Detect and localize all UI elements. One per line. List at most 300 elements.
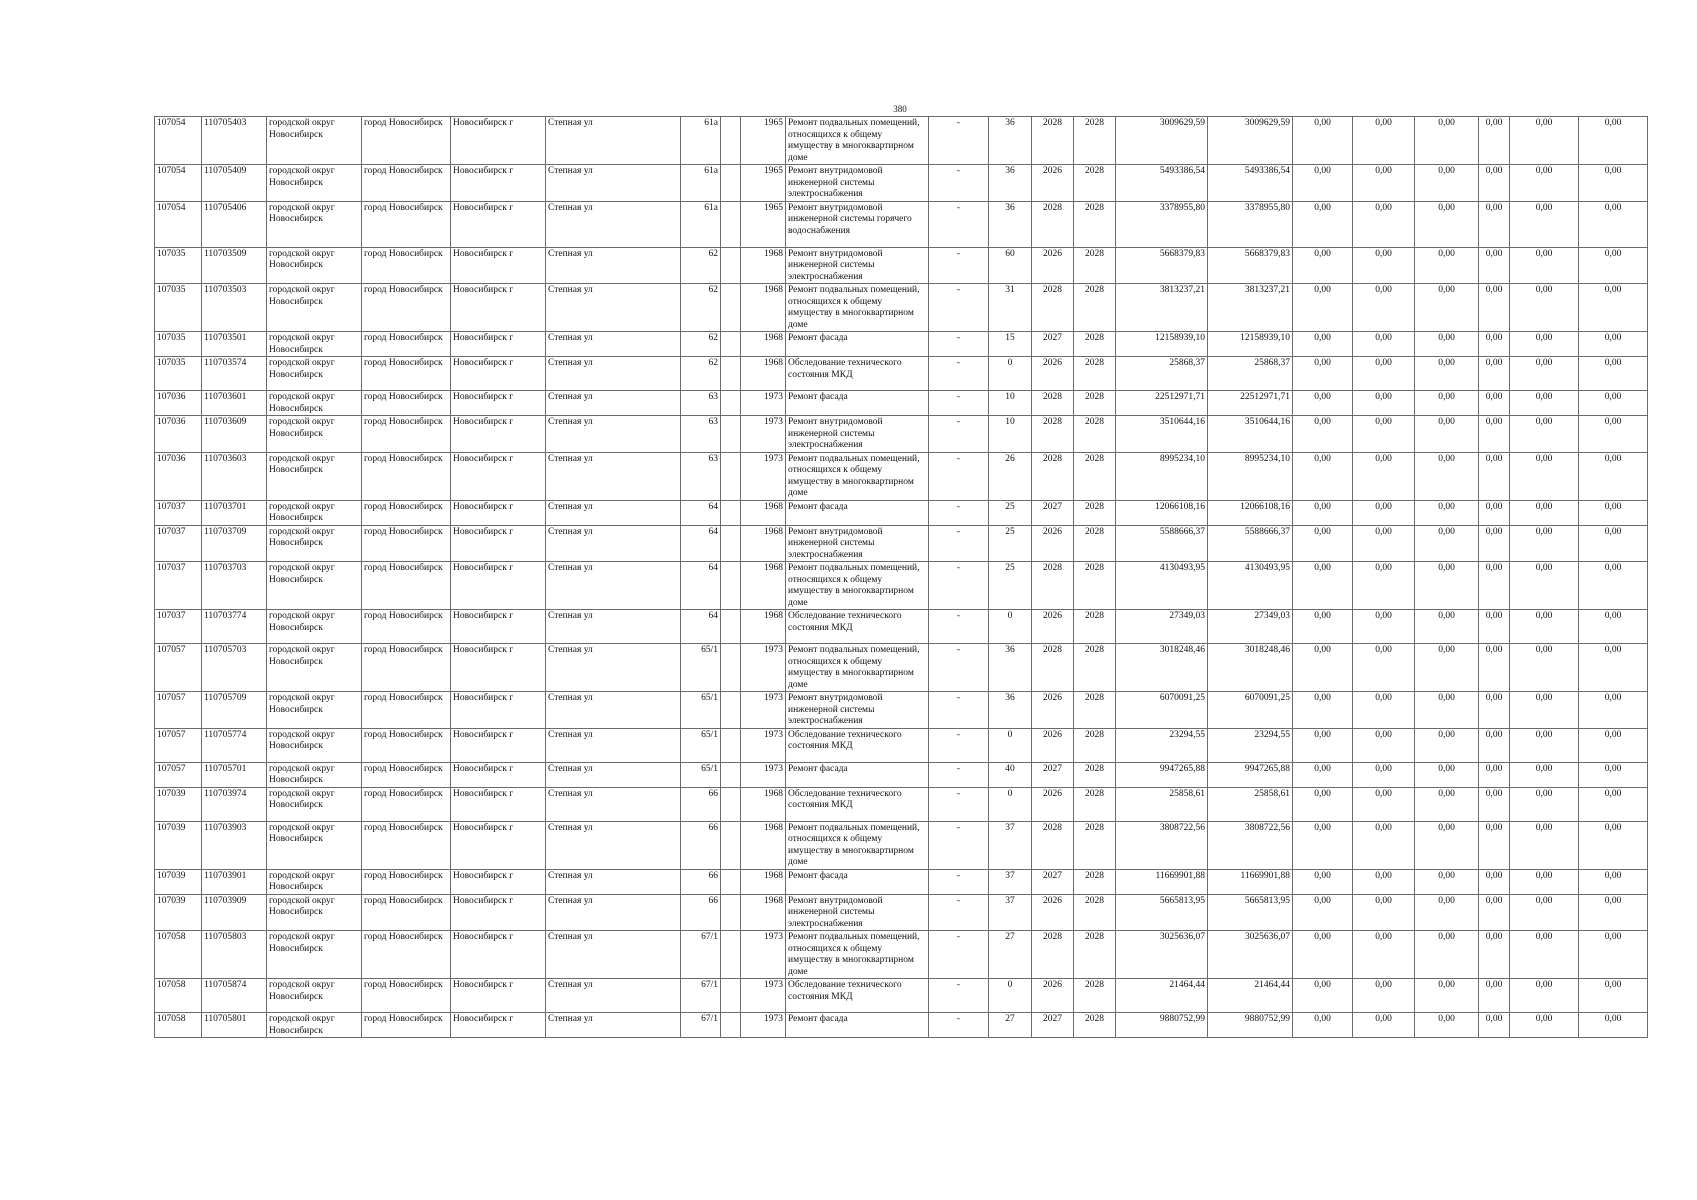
- col-street: Степная ул: [546, 762, 681, 787]
- col-total-cost: 3378955,80: [1116, 201, 1208, 247]
- repair-register-table: [154, 116, 1648, 1038]
- col-regional: 0,00: [1353, 500, 1415, 525]
- col-local: 0,00: [1415, 762, 1479, 787]
- col-other: 0,00: [1479, 525, 1510, 562]
- col-building: [721, 894, 741, 931]
- col-owners: 0,00: [1510, 525, 1579, 562]
- col-district: городской округ Новосибирск: [267, 416, 362, 453]
- col-build-year: 1973: [741, 979, 786, 1013]
- col-build-year: 1968: [741, 500, 786, 525]
- col-work-type: Ремонт подвальных помещений, относящихся к общему имуществу в многоквартирном доме: [786, 562, 929, 610]
- col-city-municipality: город Новосибирск: [362, 562, 451, 610]
- col-dash: -: [929, 500, 989, 525]
- col-total-cost: 6070091,25: [1116, 692, 1208, 729]
- col-extra: 0,00: [1579, 165, 1648, 202]
- col-year-start: 2027: [1032, 1013, 1074, 1038]
- col-settlement: Новосибирск г: [451, 762, 546, 787]
- col-year-end: 2028: [1074, 762, 1116, 787]
- col-fund-cost: 3025636,07: [1208, 931, 1293, 979]
- col-city-municipality: город Новосибирск: [362, 452, 451, 500]
- col-local: 0,00: [1415, 692, 1479, 729]
- col-dash: -: [929, 692, 989, 729]
- col-federal: 0,00: [1293, 165, 1353, 202]
- col-street: Степная ул: [546, 894, 681, 931]
- col-district: городской округ Новосибирск: [267, 562, 362, 610]
- col-dash: -: [929, 894, 989, 931]
- col-wear: 25: [989, 562, 1032, 610]
- col-total-cost: 5665813,95: [1116, 894, 1208, 931]
- col-work-code: 110705774: [202, 728, 267, 762]
- col-other: 0,00: [1479, 500, 1510, 525]
- col-extra: 0,00: [1579, 117, 1648, 165]
- col-regional: 0,00: [1353, 821, 1415, 869]
- col-wear: 36: [989, 165, 1032, 202]
- col-extra: 0,00: [1579, 357, 1648, 391]
- col-total-cost: 5588666,37: [1116, 525, 1208, 562]
- col-object-id: 107039: [155, 821, 202, 869]
- col-wear: 40: [989, 762, 1032, 787]
- col-settlement: Новосибирск г: [451, 562, 546, 610]
- table-row: [155, 728, 1648, 762]
- col-build-year: 1973: [741, 931, 786, 979]
- col-regional: 0,00: [1353, 931, 1415, 979]
- col-extra: 0,00: [1579, 284, 1648, 332]
- col-dash: -: [929, 562, 989, 610]
- col-fund-cost: 5668379,83: [1208, 247, 1293, 284]
- col-other: 0,00: [1479, 644, 1510, 692]
- col-owners: 0,00: [1510, 391, 1579, 416]
- col-dash: -: [929, 728, 989, 762]
- col-street: Степная ул: [546, 979, 681, 1013]
- col-regional: 0,00: [1353, 391, 1415, 416]
- col-city-municipality: город Новосибирск: [362, 201, 451, 247]
- col-total-cost: 12066108,16: [1116, 500, 1208, 525]
- col-fund-cost: 5588666,37: [1208, 525, 1293, 562]
- col-other: 0,00: [1479, 931, 1510, 979]
- col-house: 62: [681, 357, 721, 391]
- col-object-id: 107035: [155, 332, 202, 357]
- col-house: 64: [681, 610, 721, 644]
- col-owners: 0,00: [1510, 821, 1579, 869]
- col-street: Степная ул: [546, 357, 681, 391]
- col-work-type: Ремонт внутридомовой инженерной системы горячего водоснабжения: [786, 201, 929, 247]
- col-dash: -: [929, 525, 989, 562]
- col-wear: 36: [989, 644, 1032, 692]
- col-dash: -: [929, 357, 989, 391]
- col-city-municipality: город Новосибирск: [362, 931, 451, 979]
- col-object-id: 107036: [155, 416, 202, 453]
- col-regional: 0,00: [1353, 165, 1415, 202]
- col-work-type: Обследование технического состояния МКД: [786, 787, 929, 821]
- col-work-code: 110703909: [202, 894, 267, 931]
- col-city-municipality: город Новосибирск: [362, 117, 451, 165]
- col-work-type: Ремонт подвальных помещений, относящихся к общему имуществу в многоквартирном доме: [786, 452, 929, 500]
- col-street: Степная ул: [546, 931, 681, 979]
- col-dash: -: [929, 869, 989, 894]
- col-owners: 0,00: [1510, 165, 1579, 202]
- col-federal: 0,00: [1293, 562, 1353, 610]
- table-row: [155, 247, 1648, 284]
- col-local: 0,00: [1415, 821, 1479, 869]
- col-local: 0,00: [1415, 562, 1479, 610]
- col-local: 0,00: [1415, 416, 1479, 453]
- col-year-start: 2028: [1032, 117, 1074, 165]
- col-city-municipality: город Новосибирск: [362, 284, 451, 332]
- col-work-code: 110703774: [202, 610, 267, 644]
- col-object-id: 107035: [155, 357, 202, 391]
- col-building: [721, 692, 741, 729]
- col-other: 0,00: [1479, 247, 1510, 284]
- col-regional: 0,00: [1353, 1013, 1415, 1038]
- col-year-end: 2028: [1074, 931, 1116, 979]
- col-wear: 0: [989, 787, 1032, 821]
- col-federal: 0,00: [1293, 391, 1353, 416]
- col-work-type: Обследование технического состояния МКД: [786, 728, 929, 762]
- col-house: 62: [681, 284, 721, 332]
- col-house: 64: [681, 500, 721, 525]
- col-fund-cost: 12158939,10: [1208, 332, 1293, 357]
- col-extra: 0,00: [1579, 979, 1648, 1013]
- col-federal: 0,00: [1293, 692, 1353, 729]
- col-work-code: 110705406: [202, 201, 267, 247]
- col-year-end: 2028: [1074, 894, 1116, 931]
- table-row: [155, 500, 1648, 525]
- col-total-cost: 9947265,88: [1116, 762, 1208, 787]
- col-owners: 0,00: [1510, 562, 1579, 610]
- col-year-end: 2028: [1074, 610, 1116, 644]
- col-build-year: 1973: [741, 644, 786, 692]
- col-object-id: 107057: [155, 692, 202, 729]
- col-local: 0,00: [1415, 894, 1479, 931]
- col-other: 0,00: [1479, 979, 1510, 1013]
- table-row: [155, 452, 1648, 500]
- col-dash: -: [929, 762, 989, 787]
- col-settlement: Новосибирск г: [451, 1013, 546, 1038]
- col-build-year: 1973: [741, 452, 786, 500]
- col-street: Степная ул: [546, 728, 681, 762]
- col-object-id: 107058: [155, 979, 202, 1013]
- col-house: 66: [681, 821, 721, 869]
- col-extra: 0,00: [1579, 525, 1648, 562]
- page-number: 380: [893, 104, 907, 114]
- table-row: [155, 869, 1648, 894]
- col-build-year: 1968: [741, 562, 786, 610]
- col-work-type: Ремонт внутридомовой инженерной системы электроснабжения: [786, 416, 929, 453]
- col-fund-cost: 3378955,80: [1208, 201, 1293, 247]
- col-local: 0,00: [1415, 787, 1479, 821]
- col-year-start: 2026: [1032, 247, 1074, 284]
- col-year-end: 2028: [1074, 787, 1116, 821]
- col-year-start: 2026: [1032, 894, 1074, 931]
- col-dash: -: [929, 416, 989, 453]
- col-other: 0,00: [1479, 728, 1510, 762]
- col-street: Степная ул: [546, 416, 681, 453]
- col-settlement: Новосибирск г: [451, 201, 546, 247]
- col-federal: 0,00: [1293, 728, 1353, 762]
- col-year-end: 2028: [1074, 332, 1116, 357]
- col-work-type: Ремонт фасада: [786, 1013, 929, 1038]
- col-work-code: 110703701: [202, 500, 267, 525]
- col-city-municipality: город Новосибирск: [362, 644, 451, 692]
- col-dash: -: [929, 452, 989, 500]
- col-work-code: 110703574: [202, 357, 267, 391]
- table-row: [155, 357, 1648, 391]
- col-extra: 0,00: [1579, 728, 1648, 762]
- col-local: 0,00: [1415, 357, 1479, 391]
- col-city-municipality: город Новосибирск: [362, 894, 451, 931]
- col-city-municipality: город Новосибирск: [362, 821, 451, 869]
- col-extra: 0,00: [1579, 500, 1648, 525]
- col-regional: 0,00: [1353, 787, 1415, 821]
- table-row: [155, 1013, 1648, 1038]
- col-local: 0,00: [1415, 500, 1479, 525]
- col-street: Степная ул: [546, 247, 681, 284]
- col-build-year: 1968: [741, 332, 786, 357]
- col-regional: 0,00: [1353, 247, 1415, 284]
- col-street: Степная ул: [546, 500, 681, 525]
- col-build-year: 1973: [741, 762, 786, 787]
- col-year-end: 2028: [1074, 201, 1116, 247]
- col-fund-cost: 6070091,25: [1208, 692, 1293, 729]
- table-row: [155, 931, 1648, 979]
- col-street: Степная ул: [546, 165, 681, 202]
- col-local: 0,00: [1415, 728, 1479, 762]
- col-extra: 0,00: [1579, 391, 1648, 416]
- col-other: 0,00: [1479, 1013, 1510, 1038]
- col-object-id: 107054: [155, 165, 202, 202]
- col-house: 62: [681, 247, 721, 284]
- col-local: 0,00: [1415, 610, 1479, 644]
- col-district: городской округ Новосибирск: [267, 762, 362, 787]
- table-row: [155, 165, 1648, 202]
- col-regional: 0,00: [1353, 894, 1415, 931]
- col-owners: 0,00: [1510, 284, 1579, 332]
- col-build-year: 1965: [741, 117, 786, 165]
- col-total-cost: 25868,37: [1116, 357, 1208, 391]
- col-total-cost: 3813237,21: [1116, 284, 1208, 332]
- col-year-end: 2028: [1074, 1013, 1116, 1038]
- col-wear: 10: [989, 391, 1032, 416]
- table-row: [155, 391, 1648, 416]
- col-work-type: Ремонт фасада: [786, 391, 929, 416]
- table-row: [155, 525, 1648, 562]
- col-extra: 0,00: [1579, 762, 1648, 787]
- col-work-code: 110703709: [202, 525, 267, 562]
- col-year-start: 2028: [1032, 644, 1074, 692]
- col-extra: 0,00: [1579, 692, 1648, 729]
- col-federal: 0,00: [1293, 644, 1353, 692]
- col-work-code: 110705703: [202, 644, 267, 692]
- table-row: [155, 821, 1648, 869]
- col-work-type: Ремонт подвальных помещений, относящихся к общему имуществу в многоквартирном доме: [786, 931, 929, 979]
- col-building: [721, 452, 741, 500]
- col-dash: -: [929, 201, 989, 247]
- col-work-code: 110703509: [202, 247, 267, 284]
- col-settlement: Новосибирск г: [451, 869, 546, 894]
- col-building: [721, 931, 741, 979]
- col-dash: -: [929, 821, 989, 869]
- col-other: 0,00: [1479, 787, 1510, 821]
- col-build-year: 1973: [741, 692, 786, 729]
- col-object-id: 107037: [155, 610, 202, 644]
- col-extra: 0,00: [1579, 247, 1648, 284]
- col-total-cost: 4130493,95: [1116, 562, 1208, 610]
- col-settlement: Новосибирск г: [451, 644, 546, 692]
- col-settlement: Новосибирск г: [451, 416, 546, 453]
- col-wear: 10: [989, 416, 1032, 453]
- col-house: 62: [681, 332, 721, 357]
- col-settlement: Новосибирск г: [451, 525, 546, 562]
- col-work-type: Обследование технического состояния МКД: [786, 979, 929, 1013]
- col-district: городской округ Новосибирск: [267, 357, 362, 391]
- col-other: 0,00: [1479, 562, 1510, 610]
- col-wear: 36: [989, 201, 1032, 247]
- col-year-end: 2028: [1074, 869, 1116, 894]
- col-house: 66: [681, 894, 721, 931]
- col-year-end: 2028: [1074, 452, 1116, 500]
- col-regional: 0,00: [1353, 452, 1415, 500]
- col-other: 0,00: [1479, 416, 1510, 453]
- col-house: 66: [681, 869, 721, 894]
- col-city-municipality: город Новосибирск: [362, 357, 451, 391]
- col-house: 65/1: [681, 644, 721, 692]
- col-district: городской округ Новосибирск: [267, 821, 362, 869]
- col-object-id: 107035: [155, 247, 202, 284]
- col-fund-cost: 25858,61: [1208, 787, 1293, 821]
- col-year-start: 2027: [1032, 869, 1074, 894]
- table-row: [155, 692, 1648, 729]
- col-dash: -: [929, 931, 989, 979]
- col-regional: 0,00: [1353, 692, 1415, 729]
- col-work-code: 110705409: [202, 165, 267, 202]
- col-work-type: Ремонт фасада: [786, 869, 929, 894]
- col-owners: 0,00: [1510, 1013, 1579, 1038]
- col-wear: 25: [989, 525, 1032, 562]
- col-wear: 37: [989, 894, 1032, 931]
- col-work-code: 110703501: [202, 332, 267, 357]
- table-row: [155, 562, 1648, 610]
- col-local: 0,00: [1415, 391, 1479, 416]
- col-work-type: Ремонт фасада: [786, 762, 929, 787]
- col-settlement: Новосибирск г: [451, 284, 546, 332]
- col-extra: 0,00: [1579, 644, 1648, 692]
- col-fund-cost: 21464,44: [1208, 979, 1293, 1013]
- col-street: Степная ул: [546, 391, 681, 416]
- col-federal: 0,00: [1293, 525, 1353, 562]
- col-work-code: 110703901: [202, 869, 267, 894]
- col-build-year: 1968: [741, 525, 786, 562]
- col-regional: 0,00: [1353, 869, 1415, 894]
- col-year-end: 2028: [1074, 562, 1116, 610]
- col-extra: 0,00: [1579, 562, 1648, 610]
- table-row: [155, 787, 1648, 821]
- col-wear: 26: [989, 452, 1032, 500]
- col-dash: -: [929, 165, 989, 202]
- col-wear: 31: [989, 284, 1032, 332]
- col-year-end: 2028: [1074, 525, 1116, 562]
- col-house: 64: [681, 562, 721, 610]
- col-house: 67/1: [681, 931, 721, 979]
- col-year-end: 2028: [1074, 284, 1116, 332]
- col-work-type: Обследование технического состояния МКД: [786, 357, 929, 391]
- col-work-type: Ремонт внутридомовой инженерной системы электроснабжения: [786, 894, 929, 931]
- col-federal: 0,00: [1293, 610, 1353, 644]
- col-city-municipality: город Новосибирск: [362, 332, 451, 357]
- col-regional: 0,00: [1353, 562, 1415, 610]
- col-district: городской округ Новосибирск: [267, 894, 362, 931]
- col-other: 0,00: [1479, 821, 1510, 869]
- col-building: [721, 821, 741, 869]
- col-fund-cost: 3018248,46: [1208, 644, 1293, 692]
- col-build-year: 1973: [741, 391, 786, 416]
- col-street: Степная ул: [546, 117, 681, 165]
- col-street: Степная ул: [546, 1013, 681, 1038]
- col-object-id: 107037: [155, 562, 202, 610]
- col-year-start: 2027: [1032, 332, 1074, 357]
- col-owners: 0,00: [1510, 416, 1579, 453]
- col-settlement: Новосибирск г: [451, 357, 546, 391]
- col-object-id: 107054: [155, 201, 202, 247]
- col-city-municipality: город Новосибирск: [362, 500, 451, 525]
- col-dash: -: [929, 979, 989, 1013]
- col-work-type: Ремонт подвальных помещений, относящихся к общему имуществу в многоквартирном доме: [786, 117, 929, 165]
- col-year-end: 2028: [1074, 821, 1116, 869]
- col-local: 0,00: [1415, 452, 1479, 500]
- col-work-code: 110705803: [202, 931, 267, 979]
- col-extra: 0,00: [1579, 452, 1648, 500]
- col-work-type: Ремонт подвальных помещений, относящихся к общему имуществу в многоквартирном доме: [786, 644, 929, 692]
- col-city-municipality: город Новосибирск: [362, 416, 451, 453]
- col-federal: 0,00: [1293, 117, 1353, 165]
- col-federal: 0,00: [1293, 357, 1353, 391]
- col-wear: 25: [989, 500, 1032, 525]
- col-federal: 0,00: [1293, 452, 1353, 500]
- col-street: Степная ул: [546, 692, 681, 729]
- col-year-start: 2026: [1032, 610, 1074, 644]
- col-object-id: 107054: [155, 117, 202, 165]
- col-federal: 0,00: [1293, 931, 1353, 979]
- col-build-year: 1965: [741, 165, 786, 202]
- col-federal: 0,00: [1293, 416, 1353, 453]
- col-year-start: 2026: [1032, 787, 1074, 821]
- col-object-id: 107058: [155, 1013, 202, 1038]
- col-local: 0,00: [1415, 332, 1479, 357]
- col-work-type: Ремонт фасада: [786, 500, 929, 525]
- col-city-municipality: город Новосибирск: [362, 247, 451, 284]
- col-fund-cost: 8995234,10: [1208, 452, 1293, 500]
- table-row: [155, 284, 1648, 332]
- col-work-code: 110703703: [202, 562, 267, 610]
- col-work-type: Ремонт подвальных помещений, относящихся к общему имуществу в многоквартирном доме: [786, 821, 929, 869]
- col-work-code: 110703903: [202, 821, 267, 869]
- col-fund-cost: 22512971,71: [1208, 391, 1293, 416]
- col-federal: 0,00: [1293, 247, 1353, 284]
- col-total-cost: 8995234,10: [1116, 452, 1208, 500]
- col-total-cost: 27349,03: [1116, 610, 1208, 644]
- col-district: городской округ Новосибирск: [267, 500, 362, 525]
- col-fund-cost: 9880752,99: [1208, 1013, 1293, 1038]
- col-house: 61а: [681, 201, 721, 247]
- col-wear: 36: [989, 117, 1032, 165]
- col-dash: -: [929, 332, 989, 357]
- col-wear: 36: [989, 692, 1032, 729]
- col-city-municipality: город Новосибирск: [362, 762, 451, 787]
- col-settlement: Новосибирск г: [451, 610, 546, 644]
- col-owners: 0,00: [1510, 979, 1579, 1013]
- col-regional: 0,00: [1353, 201, 1415, 247]
- col-year-end: 2028: [1074, 117, 1116, 165]
- col-wear: 37: [989, 869, 1032, 894]
